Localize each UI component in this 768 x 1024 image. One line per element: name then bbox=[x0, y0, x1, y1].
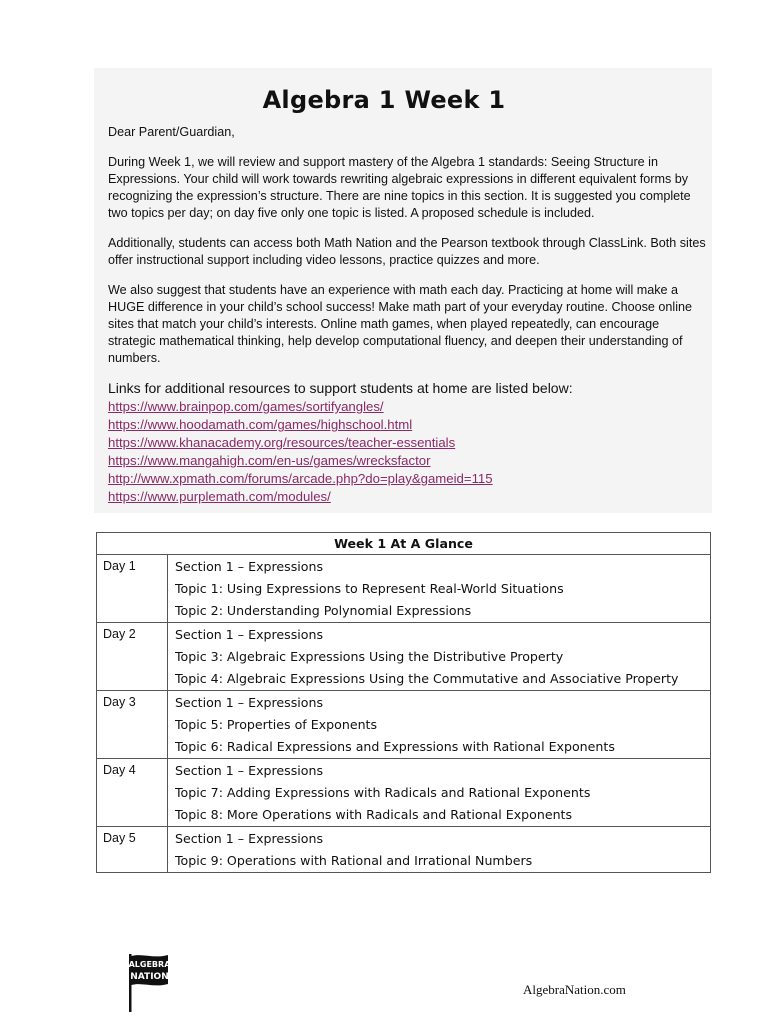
day-label: Day 2 bbox=[97, 623, 168, 691]
day-label: Day 1 bbox=[97, 555, 168, 623]
topic-line: Topic 2: Understanding Polynomial Expressions bbox=[175, 603, 472, 618]
paragraph-classlink: Additionally, students can access both Math Nation and the Pearson textbook through ClassLink. Both sites offer instructional support including video lessons, practice quizzes and more. bbox=[108, 236, 706, 267]
links-intro: Links for additional resources to support students at home are listed below: bbox=[108, 380, 573, 396]
topic-line: Topic 5: Properties of Exponents bbox=[175, 717, 378, 732]
section-line: Section 1 – Expressions bbox=[175, 695, 324, 710]
link-xpmath[interactable]: http://www.xpmath.com/forums/arcade.php?do=play&gameid=115 bbox=[108, 471, 493, 486]
section-line: Section 1 – Expressions bbox=[175, 627, 324, 642]
day-topics bbox=[168, 555, 711, 623]
day-topics bbox=[168, 623, 711, 691]
table-row-day-1 bbox=[97, 555, 711, 623]
topic-line: Topic 6: Radical Expressions and Expressions with Rational Exponents bbox=[175, 739, 615, 754]
topic-line: Topic 3: Algebraic Expressions Using the Distributive Property bbox=[175, 649, 564, 664]
section-line: Section 1 – Expressions bbox=[175, 763, 324, 778]
section-line: Section 1 – Expressions bbox=[175, 831, 324, 846]
topic-line: Topic 4: Algebraic Expressions Using the Commutative and Associative Property bbox=[175, 671, 679, 686]
link-purplemath[interactable]: https://www.purplemath.com/modules/ bbox=[108, 489, 331, 504]
algebra-nation-logo bbox=[126, 952, 172, 1014]
link-hoodamath[interactable]: https://www.hoodamath.com/games/highschool.html bbox=[108, 417, 413, 432]
day-label: Day 4 bbox=[97, 759, 168, 827]
table-header: Week 1 At A Glance bbox=[97, 533, 711, 555]
section-line: Section 1 – Expressions bbox=[175, 559, 324, 574]
day-topics bbox=[168, 759, 711, 827]
topic-line: Topic 9: Operations with Rational and Irrational Numbers bbox=[175, 853, 533, 868]
table-row-day-3 bbox=[97, 691, 711, 759]
link-khanacademy[interactable]: https://www.khanacademy.org/resources/teacher-essentials bbox=[108, 435, 456, 450]
day-label: Day 3 bbox=[97, 691, 168, 759]
table-row-day-4 bbox=[97, 759, 711, 827]
table-row-day-5 bbox=[97, 827, 711, 873]
day-topics bbox=[168, 827, 711, 873]
day-label: Day 5 bbox=[97, 827, 168, 873]
greeting: Dear Parent/Guardian, bbox=[108, 125, 235, 139]
paragraph-daily-math: We also suggest that students have an experience with math each day. Practicing at home will make a HUGE difference in your child’s school success! Make math part of your everyday routine. Choose online sites that match your child’s interests. Online math games, when played repeatedly, can encourage strategic mathematical thinking, help develop computational fluency, and deepen their understanding of numbers. bbox=[108, 283, 693, 365]
link-mangahigh[interactable]: https://www.mangahigh.com/en-us/games/wrecksfactor bbox=[108, 453, 431, 468]
link-brainpop[interactable]: https://www.brainpop.com/games/sortifyangles/ bbox=[108, 399, 384, 414]
table-row-day-2 bbox=[97, 623, 711, 691]
topic-line: Topic 1: Using Expressions to Represent Real-World Situations bbox=[175, 581, 564, 596]
logo-text-nation: NATION bbox=[130, 972, 169, 982]
paragraph-review: During Week 1, we will review and support mastery of the Algebra 1 standards: Seeing Structure in Expressions. Your child will work towards rewriting algebraic expressions in different equivalent forms by recognizing the expression’s structure. There are nine topics in this section. It is suggested you complete two topics per day; on day five only one topic is listed. A proposed schedule is included. bbox=[108, 155, 691, 220]
resource-links bbox=[108, 398, 708, 506]
letter-body bbox=[108, 124, 708, 506]
page-title: Algebra 1 Week 1 bbox=[262, 86, 506, 114]
footer-site-name: AlgebraNation.com bbox=[523, 982, 626, 997]
topic-line: Topic 7: Adding Expressions with Radicals and Rational Exponents bbox=[175, 785, 591, 800]
week-at-a-glance-table bbox=[96, 532, 711, 873]
topic-line: Topic 8: More Operations with Radicals and Rational Exponents bbox=[175, 807, 573, 822]
day-topics bbox=[168, 691, 711, 759]
logo-text-algebra: ALGEBRA bbox=[128, 960, 171, 969]
